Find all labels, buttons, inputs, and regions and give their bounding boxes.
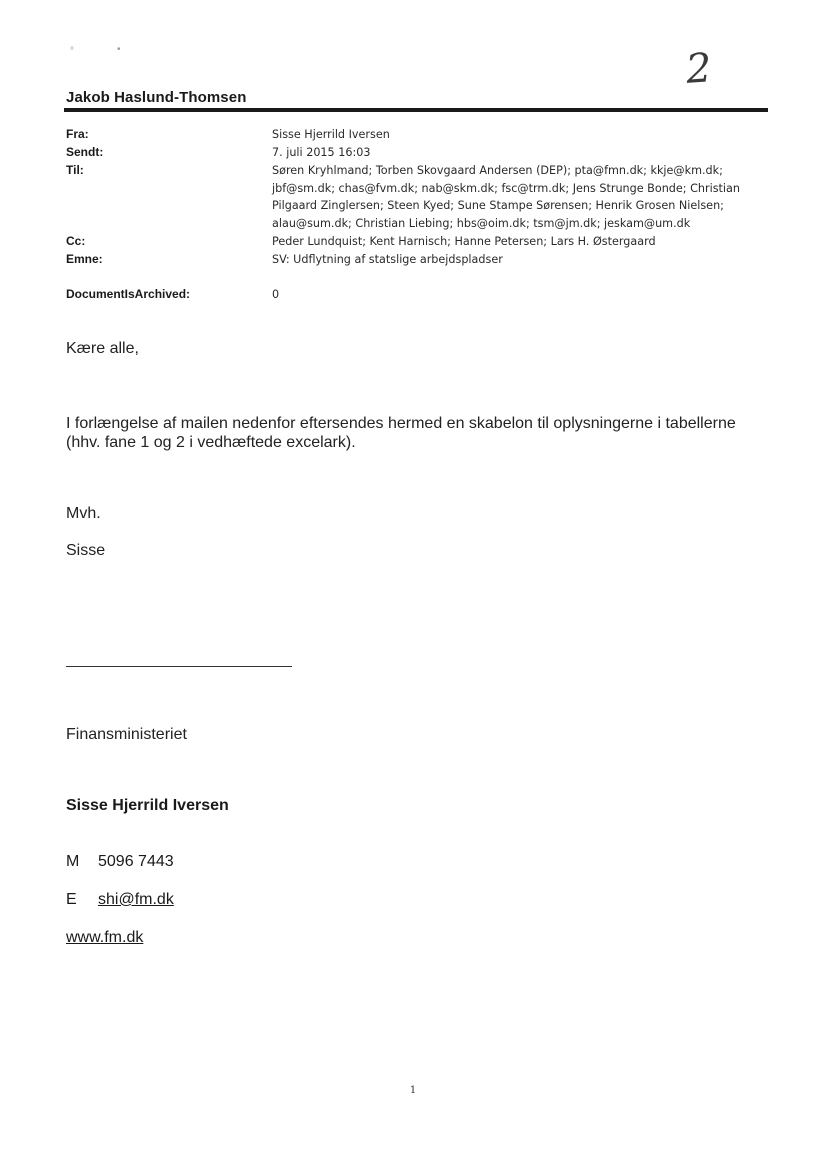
sent-value: 7. juli 2015 16:03 <box>272 146 371 159</box>
subject-value: SV: Udflytning af statslige arbejdspladser <box>272 253 503 266</box>
signature-name: Sisse Hjerrild Iversen <box>66 797 229 814</box>
signature-organisation: Finansministeriet <box>66 726 187 743</box>
email-label: E <box>66 891 77 908</box>
cc-label: Cc: <box>66 234 86 248</box>
archived-label: DocumentIsArchived: <box>66 287 191 301</box>
mobile-label: M <box>66 853 80 870</box>
to-label: Til: <box>66 163 84 177</box>
handwritten-page-number: 2 <box>684 45 714 93</box>
closing: Mvh. <box>66 505 101 522</box>
to-value-line: jbf@sm.dk; chas@fvm.dk; nab@skm.dk; fsc@trm.dk; Jens Strunge Bonde; Christian <box>272 181 740 195</box>
scan-speck: ° <box>70 46 74 57</box>
sent-label: Sendt: <box>66 145 104 159</box>
mailbox-owner-name: Jakob Haslund-Thomsen <box>66 89 247 106</box>
body-paragraph-line: I forlængelse af mailen nedenfor eftersendes hermed en skabelon til oplysningerne i tabellerne <box>66 415 736 432</box>
mobile-number: 5096 7443 <box>98 853 174 870</box>
page-number: 1 <box>409 1085 417 1096</box>
email-link[interactable]: shi@fm.dk <box>98 891 174 908</box>
website-link[interactable]: www.fm.dk <box>66 929 144 946</box>
from-label: Fra: <box>66 127 89 141</box>
signature-divider <box>66 666 292 667</box>
to-value-line: alau@sum.dk; Christian Liebing; hbs@oim.dk; tsm@jm.dk; jeskam@um.dk <box>272 216 691 230</box>
scan-speck: • <box>117 44 121 55</box>
from-value: Sisse Hjerrild Iversen <box>272 128 390 141</box>
header-divider <box>64 108 768 112</box>
archived-value: 0 <box>272 288 280 301</box>
cc-value: Peder Lundquist; Kent Harnisch; Hanne Petersen; Lars H. Østergaard <box>272 235 656 248</box>
to-value-line: Pilgaard Zinglersen; Steen Kyed; Sune Stampe Sørensen; Henrik Grosen Nielsen; <box>272 199 724 212</box>
sender-first-name: Sisse <box>66 542 106 559</box>
body-paragraph-line: (hhv. fane 1 og 2 i vedhæftede excelark). <box>66 434 356 451</box>
greeting: Kære alle, <box>66 340 139 357</box>
subject-label: Emne: <box>66 252 103 266</box>
to-value-line: Søren Kryhlmand; Torben Skovgaard Andersen (DEP); pta@fmn.dk; kkje@km.dk; <box>272 164 723 177</box>
